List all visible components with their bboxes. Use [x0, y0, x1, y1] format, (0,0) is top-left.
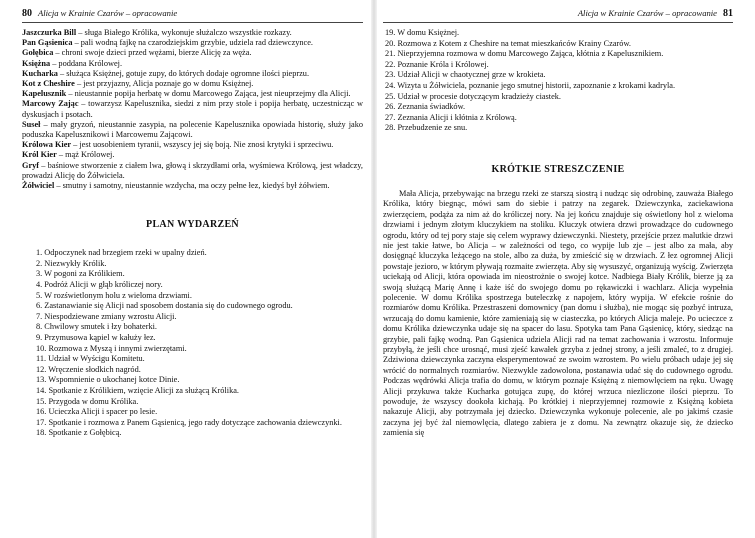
summary-title: KRÓTKIE STRESZCZENIE	[491, 163, 625, 175]
character-name: Jaszczurka Bill	[22, 28, 77, 37]
character-description: – służąca Księżnej, gotuje zupy, do których dodaje ogromne ilości pieprzu.	[60, 68, 310, 78]
character-entry	[22, 69, 363, 79]
character-name: Kapelusznik	[22, 89, 67, 99]
plan-item: 1. Odpoczynek nad brzegiem rzeki w upalny dzień.	[36, 248, 207, 258]
right-page	[373, 0, 755, 538]
character-entry	[22, 48, 363, 58]
character-name: Suseł	[22, 119, 41, 129]
character-entry	[22, 79, 363, 89]
plan-item: 21. Nieprzyjemna rozmowa w domu Marcowego Zająca, kłótnia z Kapelusznikiem.	[385, 49, 664, 59]
character-entry	[22, 89, 363, 99]
left-page	[0, 0, 373, 538]
right-page-number: 81	[723, 8, 733, 19]
character-description: – towarzysz Kapelusznika, siedzi z nim przy stole i popija herbatę, uczestnicząc w dyskusjach i psotach.	[22, 99, 363, 119]
character-name: Pan Gąsienica	[22, 38, 73, 48]
left-running-title: Alicja w Krainie Czarów – opracowanie	[38, 8, 178, 18]
right-running-title: Alicja w Krainie Czarów – opracowanie	[577, 8, 717, 18]
plan-item: 26. Zeznania świadków.	[385, 102, 466, 112]
plan-item: 3. W pogoni za Królikiem.	[36, 269, 125, 279]
character-name: Królowa Kier	[22, 140, 72, 150]
character-description: – pali wodną fajkę na czarodziejskim grzybie, udziela rad dziewczynce.	[74, 38, 313, 48]
plan-item: 27. Zeznania Alicji i kłótnia z Królową.	[385, 112, 517, 122]
character-entry	[22, 120, 363, 140]
character-description: – nieustannie popija herbatę w domu Marcowego Zająca, jest nieuprzejmy dla Alicji.	[68, 89, 351, 99]
character-entry	[22, 140, 363, 150]
character-description: – jest uosobieniem tyranii, wszyscy jej się boją. Nie znosi krytyki i sprzeciwu.	[73, 140, 334, 150]
plan-item: 28. Przebudzenie ze snu.	[385, 123, 468, 133]
plan-list	[22, 248, 363, 439]
character-entry	[22, 150, 363, 160]
left-running-head	[22, 6, 363, 23]
plan-item: 11. Udział w Wyścigu Komitetu.	[36, 354, 145, 364]
character-description: – jest przyjazny, Alicja poznaje go w domu Księżnej.	[76, 79, 254, 89]
plan-item: 19. W domu Księżnej.	[385, 28, 460, 37]
character-description: – mały gryzoń, nieustannie zasypia, na polecenie Kapelusznika opowiada historię, służy jako poduszka Kapelusznikowi i Marcowemu Zającowi.	[22, 119, 363, 140]
plan-item: 7. Niespodziewane zmiany wzrostu Alicji.	[36, 311, 177, 321]
character-name: Gołębica	[22, 48, 54, 58]
plan-item: 18. Spotkanie z Gołębicą.	[36, 428, 122, 438]
plan-item: 14. Spotkanie z Królikiem, wzięcie Alicji za służącą Królika.	[36, 385, 239, 395]
character-name: Kucharka	[22, 68, 58, 78]
character-description: – smutny i samotny, nieustannie wzdycha, ma oczy pełne łez, kiedyś był żółwiem.	[56, 181, 330, 191]
plan-item: 16. Ucieczka Alicji i spacer po lesie.	[36, 407, 158, 417]
character-entry	[22, 28, 363, 38]
plan-item: 25. Udział w procesie dotyczącym kradzieży ciastek.	[385, 91, 562, 101]
plan-list-continued	[383, 28, 733, 134]
plan-item: 10. Rozmowa z Myszą i innymi zwierzętami.	[36, 343, 187, 353]
character-name: Gryf	[22, 160, 40, 170]
plan-title: PLAN WYDARZEŃ	[146, 219, 239, 231]
character-entry	[22, 181, 363, 191]
character-description: – mąż Królowej.	[58, 150, 115, 160]
character-name: Król Kier	[22, 150, 57, 160]
plan-item: 17. Spotkanie i rozmowa z Panem Gąsienicą, jego rady dotyczące zachowania dziewczynki.	[36, 417, 342, 427]
plan-item: 12. Wręczenie słodkich nagród.	[36, 364, 141, 374]
character-name: Żółwiciel	[22, 181, 55, 191]
right-running-head	[383, 6, 733, 23]
character-name: Księżna	[22, 58, 51, 68]
plan-item: 22. Poznanie Króla i Królowej.	[385, 59, 489, 69]
plan-item: 13. Wspomnienie o ukochanej kotce Dinie.	[36, 375, 180, 385]
character-description: – chroni swoje dzieci przed wężami, bierze Alicję za węża.	[55, 48, 252, 58]
plan-item: 2. Niezwykły Królik.	[36, 258, 107, 268]
left-page-number: 80	[22, 8, 32, 19]
character-entry	[22, 99, 363, 119]
plan-item: 5. W rozświetlonym holu z wieloma drzwiami.	[36, 290, 192, 300]
plan-item: 23. Udział Alicji w chaotycznej grze w krokieta.	[385, 70, 546, 80]
character-description: – baśniowe stworzenie z ciałem lwa, głową i skrzydłami orła, wyśmiewa Królową, jest władczy, prowadzi Alicję do Żółwiciela.	[22, 160, 363, 180]
plan-item: 24. Wizyta u Żółwiciela, poznanie jego smutnej historii, zapoznanie z krokami kadryla.	[385, 80, 676, 90]
plan-item: 6. Zastanawianie się Alicji nad sposobem dostania się do cudownego ogrodu.	[36, 301, 293, 311]
character-entry	[22, 161, 363, 181]
character-list	[22, 28, 363, 191]
plan-item: 15. Przygoda w domu Królika.	[36, 396, 139, 406]
character-name: Kot z Cheshire	[22, 79, 75, 89]
character-entry	[22, 38, 363, 48]
plan-item: 8. Chwilowy smutek i łzy bohaterki.	[36, 322, 157, 332]
character-description: – poddana Królowej.	[52, 58, 123, 68]
character-name: Marcowy Zając	[22, 99, 79, 109]
plan-item: 20. Rozmowa z Kotem z Cheshire na temat mieszkańców Krainy Czarów.	[385, 38, 631, 48]
character-entry	[22, 59, 363, 69]
character-description: – sługa Białego Królika, wykonuje służalczo wszystkie rozkazy.	[78, 28, 292, 37]
summary-text: Mała Alicja, przebywając na brzegu rzeki ze starszą siostrą i nudząc się odrobinę, zauważa Białego Królika, który biegnąc, mówi sam do siebie i patrzy na zegarek. Dziewczynka, zaciekawiona zwierzęciem, podąża za nim aż do króliczej nory. Na jej końcu znajduje się oświetlony hol z wieloma drzwiami i jednym złotym kluczykiem na stoliku. Kluczyk otwiera drzwi prowadzące do cudownego ogrodu, który od tej pory staje się celem wyprawy dziewczynki. Niestety, przejście przez malutkie drzwi nie jest takie łatwe, bo Alicja – w zależności od tego, co wypije lub zje – jest albo za mała, aby dosięgnąć kluczyka leżącego na stole, albo za duża, by zmieścić się w drzwiach. Z łez ogromnej Alicji powstaje jezioro, w którym pływają rozmaite zwierzęta. Aby się wysuszyć, organizują wyścig. Zwierzęta uciekają od Alicji, która opowiada im nieostrożnie o swojej kotce. Nadbiega Biały Królik, bierze ją za swoją służącą Marię Annę i każe iść do swojego domu po rękawiczki i wachlarz. Alicja wypełnia polecenie. W domu Królika spostrzega buteleczkę z napojem, który wypija. W efekcie rośnie do rozmiarów domu Królika. Przestraszeni domownicy (pan domu i służba), nie mogąc się pozbyć intruza, wrzucają do domu kamienie, które zamieniają się w ciasteczka, po których Alicja maleje. Po ucieczce z domu Królika dziewczynka udaje się na spacer do lasu. Spotyka tam Pana Gąsienicę, który, siedząc na grzybie, pali fajkę wodną. Pan Gąsienica udziela Alicji rad na temat zachowania i wzrostu. Informuje przybyłą, że jeśli chce urosnąć, musi zjeść kawałek grzyba z jednej strony, a jeśli zmaleć, to z drugiej. Zdziwiona dziewczynka zaczyna eksperymentować ze swoim wzrostem. Po wielu próbach udaje jej się wrócić do normalnych rozmiarów. Niezwykle zadowolona, postanawia udać się do cudownego ogrodu. Podczas wędrówki Alicja trafia do domu, w którym poznaje Księżną z niemowlęciem na ręku. Uwagę Alicji przykuwa także Kucharka gotująca zupę, do której wrzuca niezliczone ilości pieprzu. To powoduje, że wszyscy dookoła kichają. Po krótkiej i nieprzyjemnej rozmowie z Księżną kobieta nakazuje Alicji, aby potrzymała jej dziecko. Dziewczynka wykonuje polecenie, ale po jakimś czasie zaczyna jej być żal niemowlęcia, dlatego zabiera je z domu. Na zewnątrz okazuje się, że dziecko zamienia się	[383, 188, 733, 438]
book-gutter	[371, 0, 377, 538]
plan-item: 9. Przymusowa kąpiel w kałuży łez.	[36, 333, 156, 342]
plan-item: 4. Podróż Alicji w głąb króliczej nory.	[36, 280, 163, 290]
